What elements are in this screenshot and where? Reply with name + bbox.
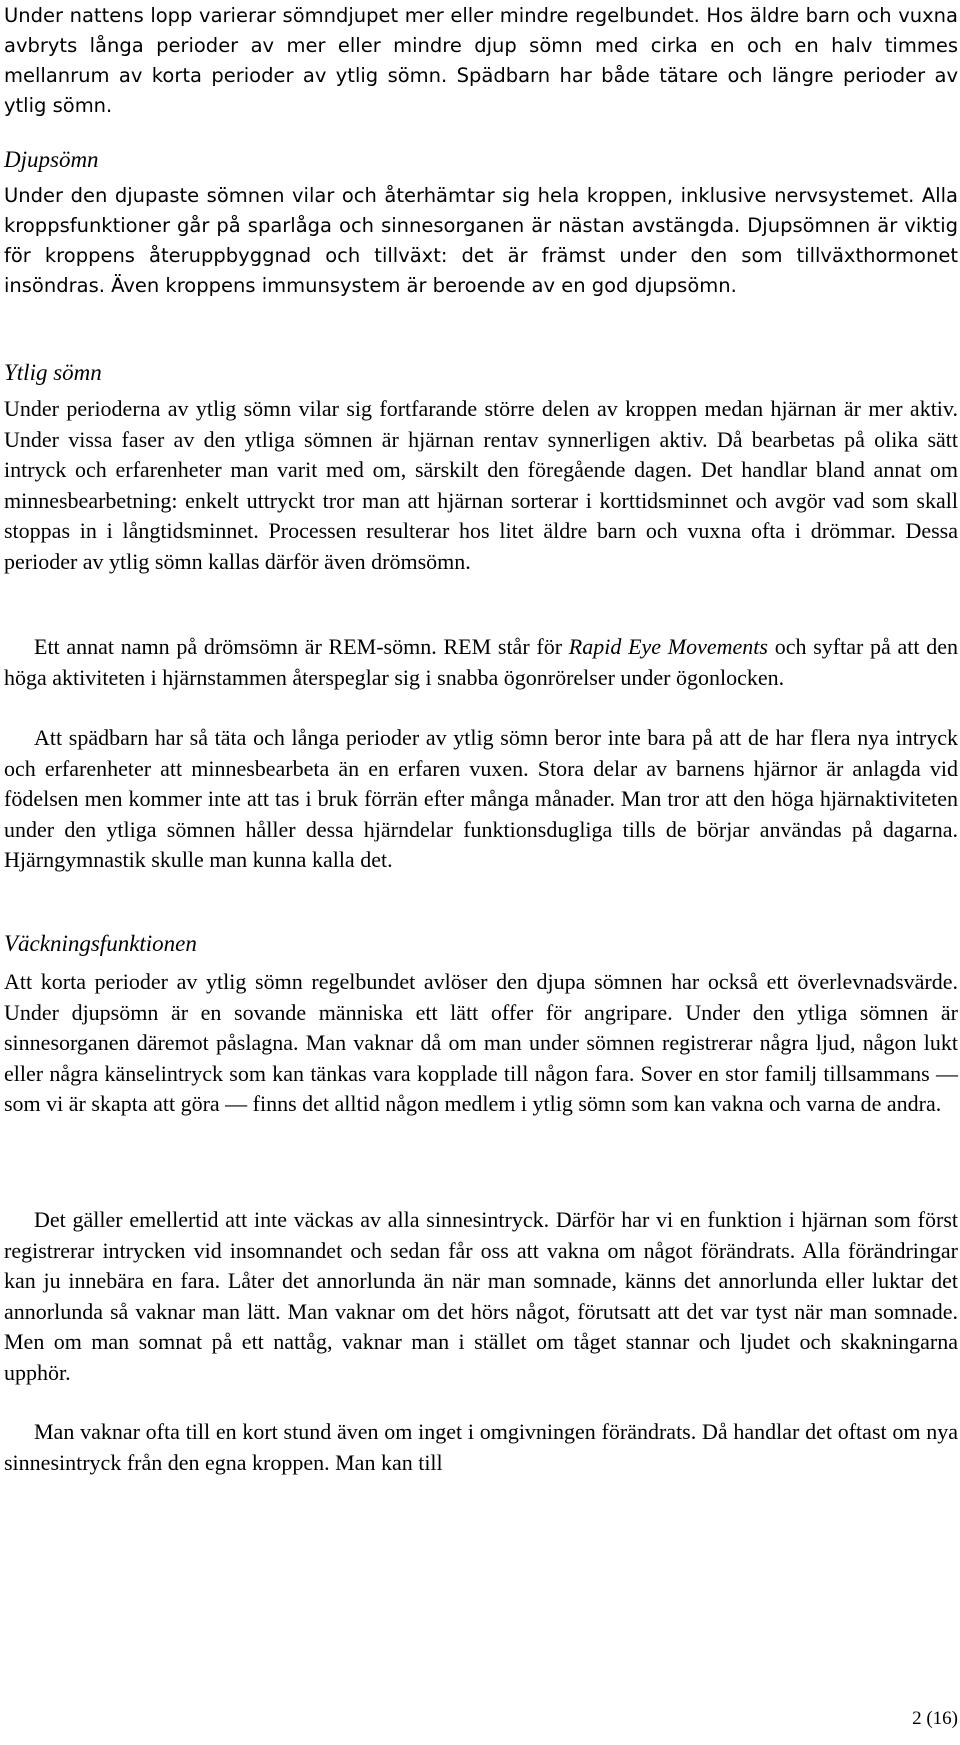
document-page [4,0,958,1745]
ytlig-somn-paragraph-3: Att spädbarn har så täta och långa perioder av ytlig sömn beror inte bara på att de har flera nya intryck och erfarenheter att minnesbearbeta än en erfaren vuxen. Stora delar av barnens hjärnor är anlagda vid födelsen men kommer inte att tas i bruk förrän efter många månader. Man tror att den höga hjärnaktiviteten under den ytliga sömnen håller dessa hjärndelar funktionsdugliga tills de börjar användas på dagarna. Hjärngymnastik skulle man kunna kalla det. [4,725,958,872]
djupsomn-paragraph: Under den djupaste sömnen vilar och återhämtar sig hela kroppen, inklusive nervsystemet. Alla kroppsfunktioner går på sparlåga och sinnesorganen är nästan avstängda. Djupsömnen är viktig för kroppens återuppbyggnad och tillväxt: det är främst under den som tillväxthormonet insöndras. Även kroppens immunsystem är beroende av en god djupsömn. [4,184,958,297]
page-number: 2 (16) [912,1708,958,1729]
rem-text-start: Ett annat namn på drömsömn är REM-sömn. REM står för [34,634,569,659]
rem-text-end: och syftar på att den höga aktiviteten i hjärnstammen återspeglar sig i snabba ögonrörelser under ögonlocken. [4,634,959,690]
intro-paragraph: Under nattens lopp varierar sömndjupet mer eller mindre regelbundet. Hos äldre barn och vuxna avbryts långa perioder av mer eller mindre djup sömn med cirka en och en halv timmes mellanrum av korta perioder av ytlig sömn. Spädbarn har både tätare och längre perioder av ytlig sömn. [4,4,958,117]
ytlig-somn-paragraph-1: Under perioderna av ytlig sömn vilar sig fortfarande större delen av kroppen medan hjärnan är mer aktiv. Under vissa faser av den ytliga sömnen är hjärnan rentav synnerligen aktiv. Då bearbetas på olika sätt intryck och erfarenheter man varit med om, särskilt den föregående dagen. Det handlar bland annat om minnesbearbetning: enkelt uttryckt tror man att hjärnan sorterar i korttidsminnet och avgör vad som skall stoppas in i långtidsminnet. Processen resulterar hos litet äldre barn och vuxna ofta i drömmar. Dessa perioder av ytlig sömn kallas därför även drömsömn. [4,396,958,574]
rem-expansion: Rapid Eye Movements [568,634,768,659]
section-heading-ytlig-somn: Ytlig sömn [4,360,102,385]
vackning-paragraph-2: Det gäller emellertid att inte väckas av alla sinnesintryck. Därför har vi en funktion i hjärnan som först registrerar intrycken vid insomnandet och sedan får oss att vakna om något förändrats. Alla förändringar kan ju innebära en fara. Låter det annorlunda än när man somnade, känns det annorlunda eller luktar det annorlunda så vaknar man lätt. Man vaknar om det hörs något, förutsatt att det var tyst när man somnade. Men om man somnat på ett nattåg, vaknar man i stället om tåget stannar och ljudet och skakningarna upphör. [4,1207,958,1385]
ytlig-somn-paragraph-2 [4,632,958,693]
vackning-paragraph-3: Man vaknar ofta till en kort stund även om inget i omgivningen förändrats. Då handlar det oftast om nya sinnesintryck från den egna kroppen. Man kan till [4,1419,958,1475]
vackning-paragraph-1: Att korta perioder av ytlig sömn regelbundet avlöser den djupa sömnen har också ett överlevnadsvärde. Under djupsömn är en sovande människa ett lätt offer för angripare. Under den ytliga sömnen är sinnesorganen däremot påslagna. Man vaknar då om man under sömnen registrerar några ljud, någon lukt eller några känselintryck som kan tänkas vara kopplade till någon fara. Sover en stor familj tillsammans — som vi är skapta att göra — finns det alltid någon medlem i ytlig sömn som kan vakna och varna de andra. [4,969,958,1116]
section-heading-djupsomn: Djupsömn [4,147,99,172]
section-heading-vackningsfunktionen: Väckningsfunktionen [4,931,197,956]
